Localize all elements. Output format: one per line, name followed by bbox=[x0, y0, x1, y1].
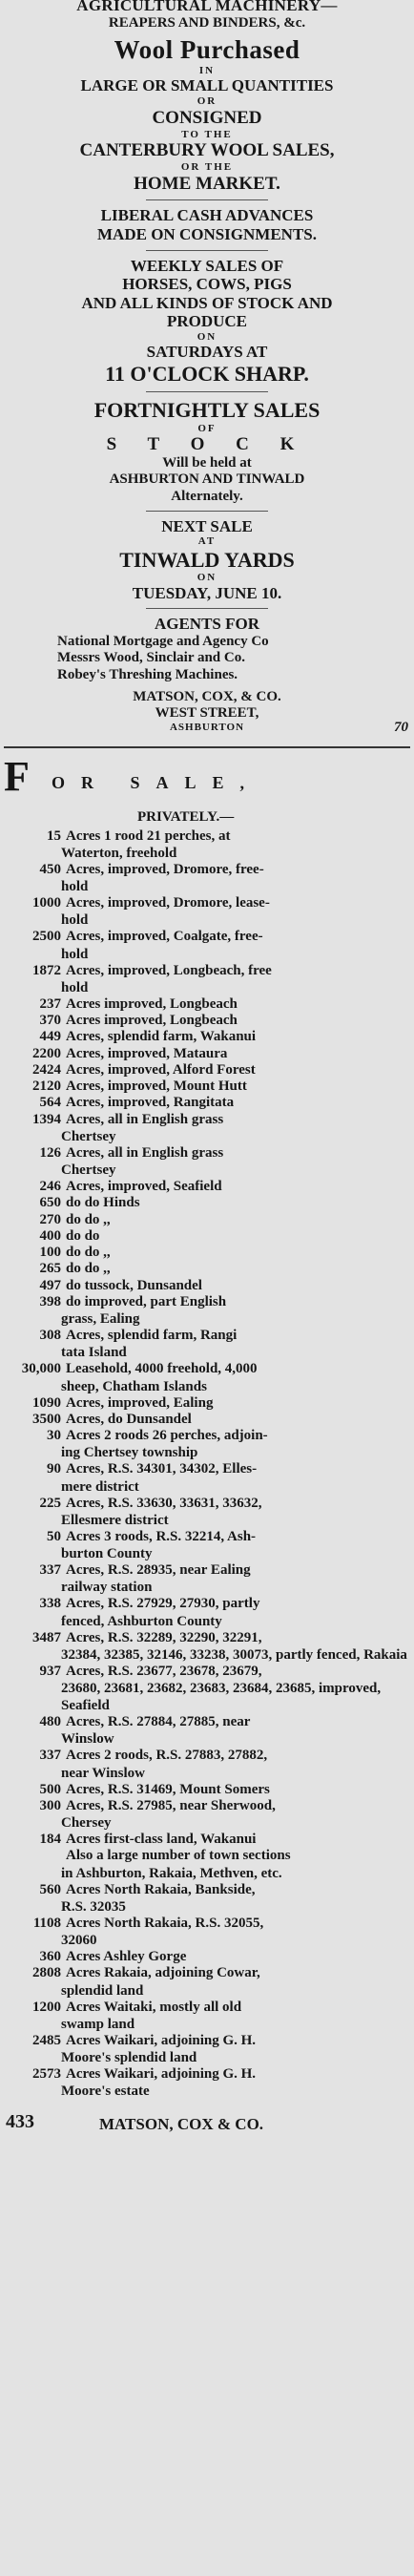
entry-text: Acres, R.S. 28935, near Ealing bbox=[66, 1562, 251, 1578]
property-entry bbox=[4, 1630, 410, 1664]
entry-text: Acres, splendid farm, Wakanui bbox=[66, 1029, 257, 1045]
property-entry bbox=[4, 828, 410, 862]
entry-text: Acres, improved, Longbeach, free bbox=[66, 962, 272, 978]
property-entry bbox=[4, 895, 410, 929]
entry-acres: 450 bbox=[39, 861, 61, 877]
entry-text: Acres, R.S. 33630, 33631, 33632, bbox=[66, 1495, 262, 1511]
entry-acres: 560 bbox=[39, 1881, 61, 1897]
label-to-the: TO THE bbox=[181, 128, 233, 140]
entry-acres: 500 bbox=[39, 1781, 61, 1797]
entry-acres: 126 bbox=[39, 1144, 61, 1161]
property-entry bbox=[4, 1212, 410, 1228]
entry-continuation: hold bbox=[61, 946, 89, 962]
privately-label: PRIVATELY.— bbox=[137, 809, 235, 826]
line-held-2: ASHBURTON AND TINWALD bbox=[109, 471, 305, 488]
entry-continuation: ing Chertsey township bbox=[61, 1445, 198, 1461]
entry-acres: 2485 bbox=[32, 2032, 61, 2048]
entry-text: Acres Rakaia, adjoining Cowar, bbox=[66, 1965, 260, 1981]
entry-continuation: hold bbox=[61, 979, 89, 995]
firm-town: ASHBURTON bbox=[169, 722, 245, 734]
entry-continuation: near Winslow bbox=[61, 1765, 145, 1781]
entry-text: Acres, R.S. 27985, near Sherwood, bbox=[66, 1797, 276, 1813]
property-entry bbox=[4, 1112, 410, 1145]
entry-continuation: railway station bbox=[61, 1580, 153, 1596]
property-entry bbox=[4, 2066, 410, 2100]
entry-continuation: in Ashburton, Rakaia, Methven, etc. bbox=[61, 1865, 282, 1881]
entry-text: Acres, improved, Dromore, lease- bbox=[66, 895, 270, 911]
entry-acres: 15 bbox=[47, 827, 61, 844]
property-entry bbox=[4, 1461, 410, 1495]
entry-acres: 237 bbox=[39, 995, 61, 1012]
line-home-market: HOME MARKET. bbox=[134, 173, 280, 194]
line-held-1: Will be held at bbox=[162, 455, 252, 471]
entry-text: Acres, improved, Rangitata bbox=[66, 1095, 235, 1111]
property-entry bbox=[4, 1798, 410, 1832]
property-entry bbox=[4, 1062, 410, 1079]
entry-continuation: 23680, 23681, 23682, 23683, 23684, 23685, improved, Seafield bbox=[61, 1681, 382, 1713]
liberal-line-1: LIBERAL CASH ADVANCES bbox=[100, 206, 314, 225]
entry-text: Acres, R.S. 23677, 23678, 23679, bbox=[66, 1663, 262, 1679]
entry-acres: 360 bbox=[39, 1949, 61, 1964]
divider bbox=[146, 511, 268, 512]
entry-acres: 1108 bbox=[32, 1915, 61, 1931]
entry-text: Acres, improved, Seafield bbox=[66, 1179, 222, 1194]
line-agents-for: AGENTS FOR bbox=[154, 615, 260, 634]
property-entry bbox=[4, 1013, 410, 1029]
entry-acres: 246 bbox=[39, 1179, 61, 1194]
property-entry bbox=[4, 862, 410, 895]
entry-text: Acres, improved, Ealing bbox=[66, 1394, 214, 1411]
property-entry bbox=[4, 1965, 410, 1999]
line-canterbury: CANTERBURY WOOL SALES, bbox=[79, 140, 335, 161]
property-entry bbox=[4, 1145, 410, 1179]
property-entry bbox=[4, 1412, 410, 1428]
entry-acres: 30 bbox=[47, 1428, 61, 1443]
entry-acres: 300 bbox=[39, 1797, 61, 1813]
entry-text: do improved, part English bbox=[66, 1293, 227, 1309]
header-machinery: AGRICULTURAL MACHINERY— bbox=[76, 0, 338, 14]
entry-acres: 3500 bbox=[32, 1411, 61, 1427]
entry-acres: 1000 bbox=[32, 895, 61, 911]
property-entry bbox=[4, 1496, 410, 1529]
entry-text: do do ,, bbox=[66, 1211, 111, 1227]
entry-text: Acres, R.S. 27884, 27885, near bbox=[66, 1714, 251, 1729]
entry-continuation: hold bbox=[61, 912, 89, 929]
entry-acres: 2120 bbox=[32, 1079, 61, 1094]
line-tinwald: TINWALD YARDS bbox=[119, 547, 295, 572]
entry-text: Acres, improved, Coalgate, free- bbox=[66, 929, 263, 945]
property-entry bbox=[4, 1848, 410, 1881]
property-entry bbox=[4, 1079, 410, 1095]
entry-text: Acres Waikari, adjoining G. H. bbox=[66, 2032, 257, 2048]
entry-acres: 100 bbox=[39, 1245, 61, 1260]
entry-acres: 650 bbox=[39, 1195, 61, 1211]
property-entry bbox=[4, 1782, 410, 1798]
entry-continuation: fenced, Ashburton County bbox=[61, 1613, 222, 1629]
entry-text: Acres, all in English grass bbox=[66, 1111, 224, 1127]
entry-acres: 398 bbox=[39, 1293, 61, 1309]
property-entry bbox=[4, 1261, 410, 1277]
entry-text: do do ,, bbox=[66, 1245, 111, 1260]
entry-acres: 937 bbox=[39, 1663, 61, 1679]
section-rule bbox=[4, 746, 410, 748]
line-next-sale: NEXT SALE bbox=[161, 516, 253, 535]
entry-continuation: Waterton, freehold bbox=[61, 845, 177, 861]
line-quantities: LARGE OR SMALL QUANTITIES bbox=[80, 76, 334, 95]
divider bbox=[146, 250, 268, 251]
agent-1: National Mortgage and Agency Co bbox=[57, 634, 269, 649]
footer-number: 433 bbox=[6, 2111, 34, 2133]
entry-continuation: mere district bbox=[61, 1478, 139, 1495]
property-entry bbox=[4, 2033, 410, 2066]
firm-street: WEST STREET, bbox=[155, 705, 259, 721]
weekly-line-4: PRODUCE bbox=[166, 312, 248, 331]
entry-continuation: sheep, Chatham Islands bbox=[61, 1378, 207, 1394]
property-entry bbox=[4, 1916, 410, 1949]
entry-continuation: splendid land bbox=[61, 1982, 144, 1999]
entry-continuation: grass, Ealing bbox=[61, 1311, 140, 1327]
label-on-2: ON bbox=[197, 572, 217, 584]
entry-continuation: hold bbox=[61, 879, 89, 894]
property-entry bbox=[4, 1714, 410, 1748]
label-at: AT bbox=[197, 535, 217, 548]
entry-text: Acres, do Dunsandel bbox=[66, 1411, 192, 1427]
entry-text: Acres North Rakaia, Bankside, bbox=[66, 1881, 256, 1897]
entry-continuation: Chersey bbox=[61, 1815, 112, 1831]
property-entry bbox=[4, 1195, 410, 1211]
divider bbox=[146, 608, 268, 609]
entry-text: Acres first-class land, Wakanui bbox=[66, 1832, 257, 1847]
entry-acres: 449 bbox=[39, 1029, 61, 1045]
entry-text: Acres, improved, Dromore, free- bbox=[66, 861, 264, 877]
entry-continuation: Chertsey bbox=[61, 1162, 116, 1178]
entry-acres: 270 bbox=[39, 1211, 61, 1227]
entry-text: Acres improved, Longbeach bbox=[66, 995, 238, 1012]
ad-footer bbox=[4, 2107, 410, 2140]
entry-acres: 1090 bbox=[32, 1394, 61, 1411]
entry-continuation: Chertsey bbox=[61, 1128, 116, 1144]
entry-acres: 2573 bbox=[32, 2066, 61, 2082]
line-alternately: Alternately. bbox=[171, 488, 243, 504]
entry-text: Acres, R.S. 34301, 34302, Elles- bbox=[66, 1461, 258, 1477]
ad-ref-number: 70 bbox=[394, 720, 408, 736]
entry-text: do do bbox=[66, 1227, 100, 1244]
property-entry bbox=[4, 963, 410, 996]
property-entry bbox=[4, 1428, 410, 1461]
entry-acres: 50 bbox=[47, 1528, 61, 1544]
entry-text: Acres Ashley Gorge bbox=[66, 1949, 187, 1964]
entry-text: Acres, R.S. 32289, 32290, 32291, bbox=[66, 1629, 262, 1645]
line-consigned: CONSIGNED bbox=[152, 107, 262, 128]
entry-acres: 225 bbox=[39, 1495, 61, 1511]
property-entry bbox=[4, 1832, 410, 1848]
entry-continuation: tata Island bbox=[61, 1345, 127, 1361]
entry-text: Acres 1 rood 21 perches, at bbox=[66, 827, 231, 844]
entry-acres: 2424 bbox=[32, 1061, 61, 1078]
firm-name: MATSON, COX, & CO. bbox=[133, 688, 281, 704]
entry-text: Acres, all in English grass bbox=[66, 1144, 224, 1161]
entry-text: Acres 3 roods, R.S. 32214, Ash- bbox=[66, 1528, 257, 1544]
property-entry bbox=[4, 996, 410, 1013]
line-saturdays: SATURDAYS AT bbox=[146, 343, 268, 362]
property-entry bbox=[4, 1361, 410, 1394]
line-fortnightly: FORTNIGHTLY SALES bbox=[93, 398, 321, 423]
entry-text: Acres, improved, Mount Hutt bbox=[66, 1079, 247, 1094]
entry-acres: 30,000 bbox=[21, 1361, 61, 1377]
entry-continuation: 32384, 32385, 32146, 33238, 30073, partly fenced, Rakaia bbox=[61, 1646, 407, 1663]
entry-text: Acres 2 roods, R.S. 27883, 27882, bbox=[66, 1748, 268, 1764]
property-entry bbox=[4, 1179, 410, 1195]
property-entry bbox=[4, 2000, 410, 2033]
entry-text: Acres Waitaki, mostly all old bbox=[66, 1999, 242, 2015]
entry-text: Acres, R.S. 27929, 27930, partly bbox=[66, 1596, 260, 1612]
for-sale-header bbox=[4, 753, 410, 807]
entry-acres: 337 bbox=[39, 1562, 61, 1578]
entry-acres: 2200 bbox=[32, 1045, 61, 1061]
property-entry bbox=[4, 1664, 410, 1714]
entry-acres: 90 bbox=[47, 1461, 61, 1477]
line-oclock: 11 O'CLOCK SHARP. bbox=[105, 361, 309, 386]
entry-continuation: burton County bbox=[61, 1546, 153, 1561]
entry-text: Acres Waikari, adjoining G. H. bbox=[66, 2066, 257, 2082]
entry-acres: 1872 bbox=[32, 962, 61, 978]
entry-text: Acres, improved, Alford Forest bbox=[66, 1061, 256, 1078]
entry-acres: 2500 bbox=[32, 929, 61, 945]
entry-continuation: swamp land bbox=[61, 2016, 135, 2032]
entry-acres: 265 bbox=[39, 1261, 61, 1277]
divider bbox=[146, 199, 268, 200]
entry-acres: 497 bbox=[39, 1277, 61, 1293]
property-entry bbox=[4, 1294, 410, 1328]
entry-continuation: R.S. 32035 bbox=[61, 1898, 126, 1915]
entry-text: do tussock, Dunsandel bbox=[66, 1277, 202, 1293]
entry-acres: 337 bbox=[39, 1748, 61, 1764]
entry-text: Leasehold, 4000 freehold, 4,000 bbox=[66, 1361, 258, 1377]
property-entry bbox=[4, 1748, 410, 1781]
property-entry bbox=[4, 1529, 410, 1562]
divider bbox=[146, 391, 268, 392]
entry-continuation: 32060 bbox=[61, 1933, 97, 1948]
entry-text: Also a large number of town sections bbox=[66, 1848, 291, 1864]
property-list bbox=[4, 828, 410, 2101]
property-entry bbox=[4, 1046, 410, 1062]
property-entry bbox=[4, 1395, 410, 1412]
property-entry bbox=[4, 1596, 410, 1629]
entry-acres: 308 bbox=[39, 1328, 61, 1343]
entry-text: Acres, R.S. 31469, Mount Somers bbox=[66, 1781, 270, 1797]
property-entry bbox=[4, 1562, 410, 1596]
property-entry bbox=[4, 1328, 410, 1361]
for-sale-text: OR SALE, bbox=[52, 773, 261, 793]
entry-text: do do Hinds bbox=[66, 1195, 140, 1211]
entry-acres: 3487 bbox=[32, 1629, 61, 1645]
entry-acres: 338 bbox=[39, 1596, 61, 1612]
line-stock: S T O C K bbox=[106, 434, 308, 455]
property-entry bbox=[4, 1882, 410, 1916]
drop-cap: F bbox=[4, 753, 30, 801]
entry-acres: 370 bbox=[39, 1013, 61, 1028]
entry-acres: 564 bbox=[39, 1095, 61, 1111]
entry-acres: 1394 bbox=[32, 1111, 61, 1127]
weekly-line-1: WEEKLY SALES OF bbox=[130, 256, 284, 275]
entry-acres: 1200 bbox=[32, 1999, 61, 2015]
property-entry bbox=[4, 1278, 410, 1294]
entry-text: Acres 2 roods 26 perches, adjoin- bbox=[66, 1428, 268, 1443]
newspaper-column bbox=[4, 0, 410, 2140]
entry-text: Acres improved, Longbeach bbox=[66, 1013, 238, 1028]
property-entry bbox=[4, 929, 410, 962]
entry-continuation: Moore's splendid land bbox=[61, 2050, 197, 2065]
entry-continuation: Winslow bbox=[61, 1731, 114, 1748]
agent-3: Robey's Threshing Machines. bbox=[57, 666, 238, 682]
label-on: ON bbox=[197, 330, 217, 343]
property-entry bbox=[4, 1095, 410, 1111]
property-entry bbox=[4, 1245, 410, 1261]
property-entry bbox=[4, 1029, 410, 1045]
weekly-line-2: HORSES, COWS, PIGS bbox=[122, 275, 292, 294]
label-or: OR bbox=[197, 95, 217, 108]
entry-acres: 184 bbox=[39, 1832, 61, 1847]
label-in: IN bbox=[198, 64, 216, 76]
label-or-the: OR THE bbox=[180, 161, 234, 173]
footer-firm: MATSON, COX & CO. bbox=[99, 2115, 264, 2134]
entry-text: do do ,, bbox=[66, 1261, 111, 1277]
property-entry bbox=[4, 1228, 410, 1245]
entry-text: Acres, improved, Mataura bbox=[66, 1045, 228, 1061]
entry-continuation: Ellesmere district bbox=[61, 1512, 169, 1528]
entry-acres: 400 bbox=[39, 1227, 61, 1244]
entry-text: Acres North Rakaia, R.S. 32055, bbox=[66, 1915, 264, 1931]
entry-continuation: Moore's estate bbox=[61, 2084, 150, 2100]
weekly-line-3: AND ALL KINDS OF STOCK AND bbox=[81, 293, 333, 312]
entry-text: Acres, splendid farm, Rangi bbox=[66, 1328, 238, 1343]
liberal-line-2: MADE ON CONSIGNMENTS. bbox=[97, 225, 317, 244]
entry-acres: 2808 bbox=[32, 1965, 61, 1981]
header-reapers: REAPERS AND BINDERS, &c. bbox=[108, 14, 306, 31]
entry-acres: 480 bbox=[39, 1714, 61, 1729]
agent-2: Messrs Wood, Sinclair and Co. bbox=[57, 650, 245, 666]
label-of: OF bbox=[197, 422, 217, 434]
line-date: TUESDAY, JUNE 10. bbox=[132, 583, 282, 602]
ad-title: Wool Purchased bbox=[114, 34, 300, 64]
property-entry bbox=[4, 1949, 410, 1965]
